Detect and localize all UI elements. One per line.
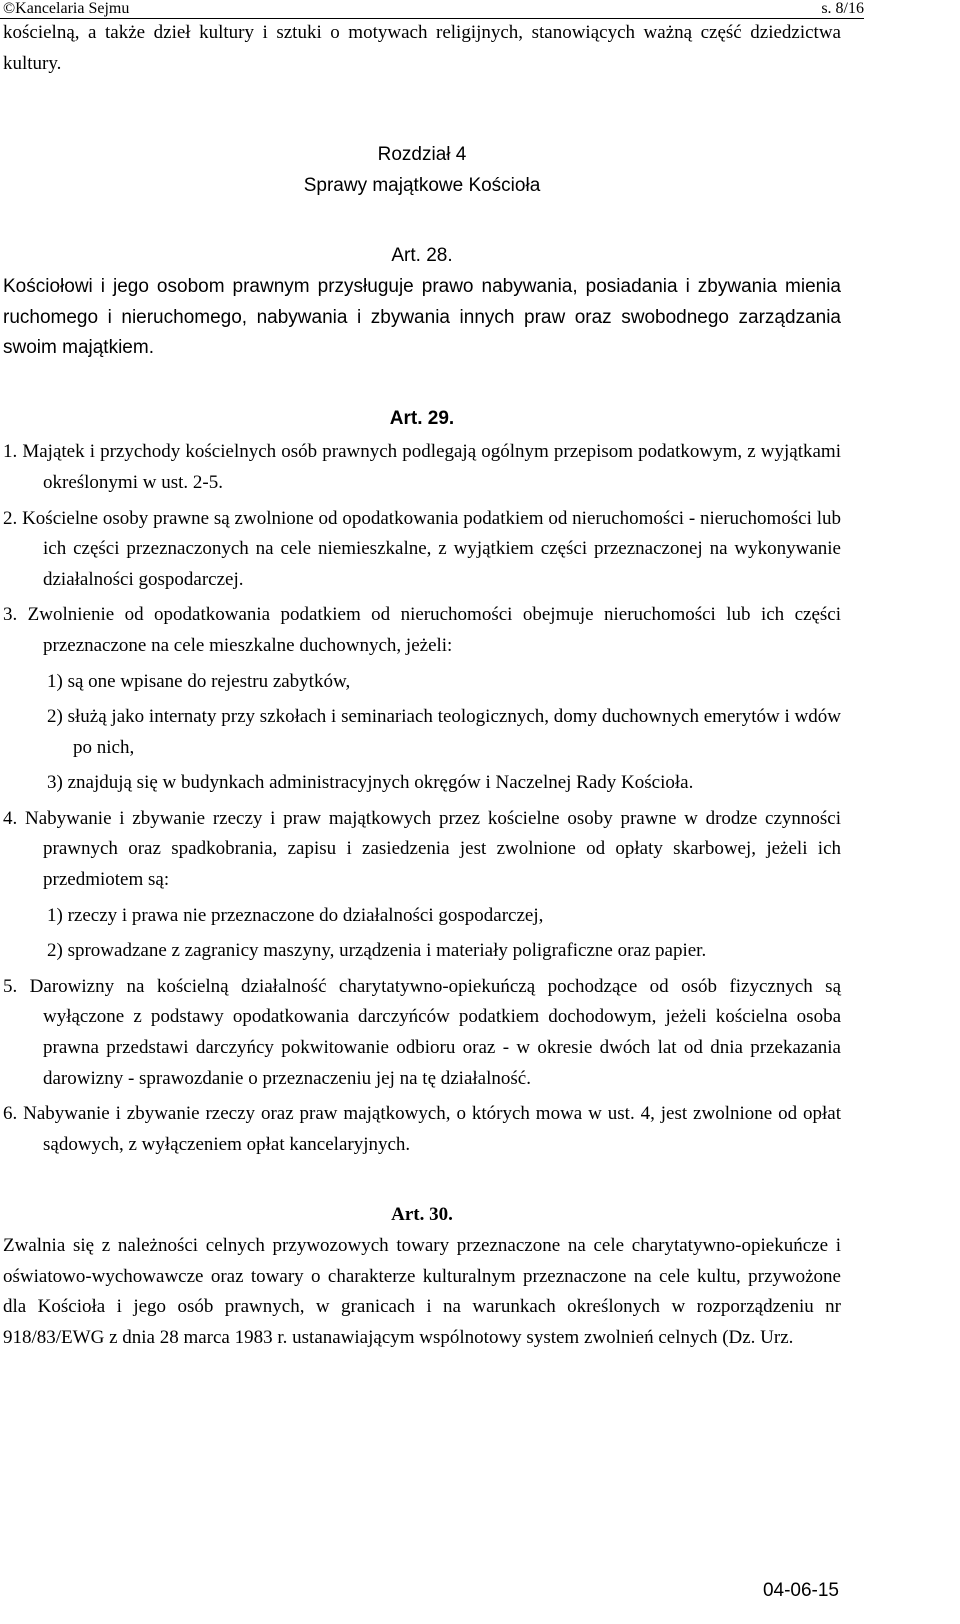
art-29-para-3-item: 1) są one wpisane do rejestru zabytków, bbox=[47, 670, 351, 692]
chapter-title: Sprawy majątkowe Kościoła bbox=[303, 174, 541, 196]
art-28-heading: Art. 28. bbox=[391, 245, 453, 267]
art-29-para-3-item: 2) służą jako internaty przy szkołach i seminariach teologicznych, domy duchownych emerytów i wdów po nich, bbox=[47, 706, 841, 758]
art-29-para-1: 1. Majątek i przychody kościelnych osób prawnych podlegają ogólnym przepisom podatkowym, z wyjątkami określonymi w ust. 2-5. bbox=[3, 441, 841, 493]
chapter-number: Rozdział 4 bbox=[377, 144, 467, 166]
page-header bbox=[0, 0, 864, 19]
art-29-para-4: 4. Nabywanie i zbywanie rzeczy i praw majątkowych przez kościelne osoby prawne w drodze czynności prawnych oraz spadkobrania, zapisu i zasiedzenia jest zwolnione od opłaty skarbowej, jeżeli ich przedmiotem są: bbox=[3, 807, 841, 891]
art-29-para-3: 3. Zwolnienie od opodatkowania podatkiem od nieruchomości obejmuje nieruchomości lub ich części przeznaczone na cele mieszkalne duchownych, jeżeli: bbox=[3, 604, 841, 656]
art-29-para-4-item: 1) rzeczy i prawa nie przeznaczone do działalności gospodarczej, bbox=[47, 904, 544, 926]
art-29-para-4-item: 2) sprowadzane z zagranicy maszyny, urządzenia i materiały poligraficzne oraz papier. bbox=[47, 940, 707, 962]
footer-date: 04-06-15 bbox=[762, 1580, 839, 1601]
art-29-para-3-item: 3) znajdują się w budynkach administracyjnych okręgów i Naczelnej Rady Kościoła. bbox=[47, 772, 694, 794]
art-29-para-2: 2. Kościelne osoby prawne są zwolnione od opodatkowania podatkiem od nieruchomości - nieruchomości lub ich części przeznaczonych na cele niemieszkalne, z wyjątkiem części przeznaczonej na wykonywanie działalności gospodarczej. bbox=[3, 507, 841, 590]
art-29-para-5: 5. Darowizny na kościelną działalność charytatywno-opiekuńczą pochodzące od osób fizycznych są wyłączone z podstawy opodatkowania darczyńców podatkiem dochodowym, jeżeli kościelna osoba prawna przedstawi darczyńcy pokwitowanie odbioru oraz - w okresie dwóch lat od dnia przekazania darowizny - sprawozdanie o przeznaczeniu jej na tę działalność. bbox=[3, 975, 841, 1089]
art-29-heading: Art. 29. bbox=[389, 407, 455, 429]
art-30-text: Zwalnia się z należności celnych przywozowych towary przeznaczone na cele charytatywno-opiekuńcze i oświatowo-wychowawcze oraz towary o charakterze kulturalnym przeznaczone na cele kultu, przywożone dla Kościoła i jego osób prawnych, w granicach i na warunkach określonych w rozporządzeniu nr 918/83/EWG z dnia 28 marca 1983 r. ustanawiającym wspólnotowy system zwolnień celnych (Dz. Urz. bbox=[3, 1235, 841, 1348]
document-body bbox=[3, 18, 841, 1353]
art-28-text: Kościołowi i jego osobom prawnym przysługuje prawo nabywania, posiadania i zbywania mienia ruchomego i nieruchomego, nabywania i zbywania innych praw oraz swobodnego zarządzania swoim majątkiem. bbox=[3, 275, 841, 359]
copyright-label: ©Kancelaria Sejmu bbox=[3, 0, 130, 17]
intro-paragraph: kościelną, a także dzieł kultury i sztuki o motywach religijnych, stanowiących ważną część dziedzictwa kultury. bbox=[3, 22, 841, 74]
art-29-para-6: 6. Nabywanie i zbywanie rzeczy oraz praw majątkowych, o których mowa w ust. 4, jest zwolnione od opłat sądowych, z wyłączeniem opłat kancelaryjnych. bbox=[3, 1103, 841, 1155]
page-number: s. 8/16 bbox=[821, 0, 864, 17]
art-30-heading: Art. 30. bbox=[391, 1204, 453, 1226]
